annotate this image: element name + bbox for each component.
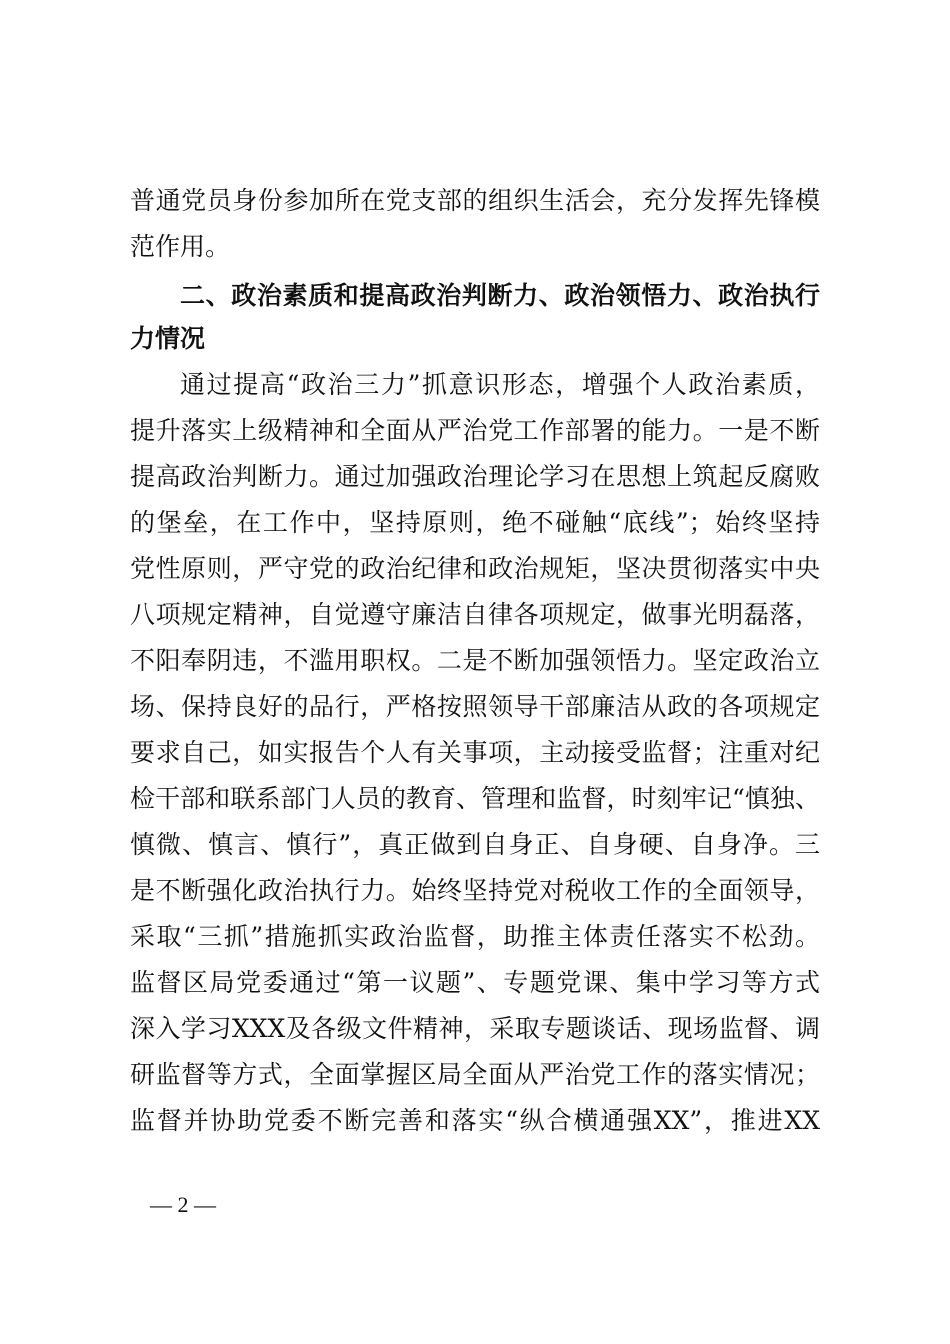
text-line: 监督并协助党委不断完善和落实“纵合横通强XX”，推进XX [130,1106,820,1135]
text-line: 是不断强化政治执行力。始终坚持党对税收工作的全面领导， [130,876,820,905]
text-line: 慎微、慎言、慎行”，真正做到自身正、自身硬、自身净。三 [130,830,820,859]
text-line: 采取“三抓”措施抓实政治监督，助推主体责任落实不松劲。 [130,922,820,951]
text-line: 提高政治判断力。通过加强政治理论学习在思想上筑起反腐败 [130,462,820,491]
text-line: 八项规定精神，自觉遵守廉洁自律各项规定，做事光明磊落， [130,600,820,629]
section-heading-line: 力情况 [130,324,206,353]
text-line: 党性原则，严守党的政治纪律和政治规矩，坚决贯彻落实中央 [130,554,820,583]
section-heading-line: 二、政治素质和提高政治判断力、政治领悟力、政治执行 [180,281,820,310]
text-line: 通过提高“政治三力”抓意识形态，增强个人政治素质， [180,370,820,399]
text-line: 范作用。 [130,232,231,261]
text-line: 普通党员身份参加所在党支部的组织生活会，充分发挥先锋模 [130,186,820,215]
text-line: 监督区局党委通过“第一议题”、专题党课、集中学习等方式 [130,968,820,997]
text-line: 深入学习XXX及各级文件精神，采取专题谈话、现场监督、调 [130,1014,820,1043]
text-line: 检干部和联系部门人员的教育、管理和监督，时刻牢记“慎独、 [130,784,820,813]
text-line: 提升落实上级精神和全面从严治党工作部署的能力。一是不断 [130,416,820,445]
text-line: 研监督等方式，全面掌握区局全面从严治党工作的落实情况； [130,1060,820,1089]
page-number: — 2 — [150,1192,216,1217]
text-line: 场、保持良好的品行，严格按照领导干部廉洁从政的各项规定 [130,692,820,721]
text-line: 要求自己，如实报告个人有关事项，主动接受监督；注重对纪 [130,738,820,767]
text-line: 不阳奉阴违，不滥用职权。二是不断加强领悟力。坚定政治立 [130,646,820,675]
text-line: 的堡垒，在工作中，坚持原则，绝不碰触“底线”；始终坚持 [130,508,820,537]
